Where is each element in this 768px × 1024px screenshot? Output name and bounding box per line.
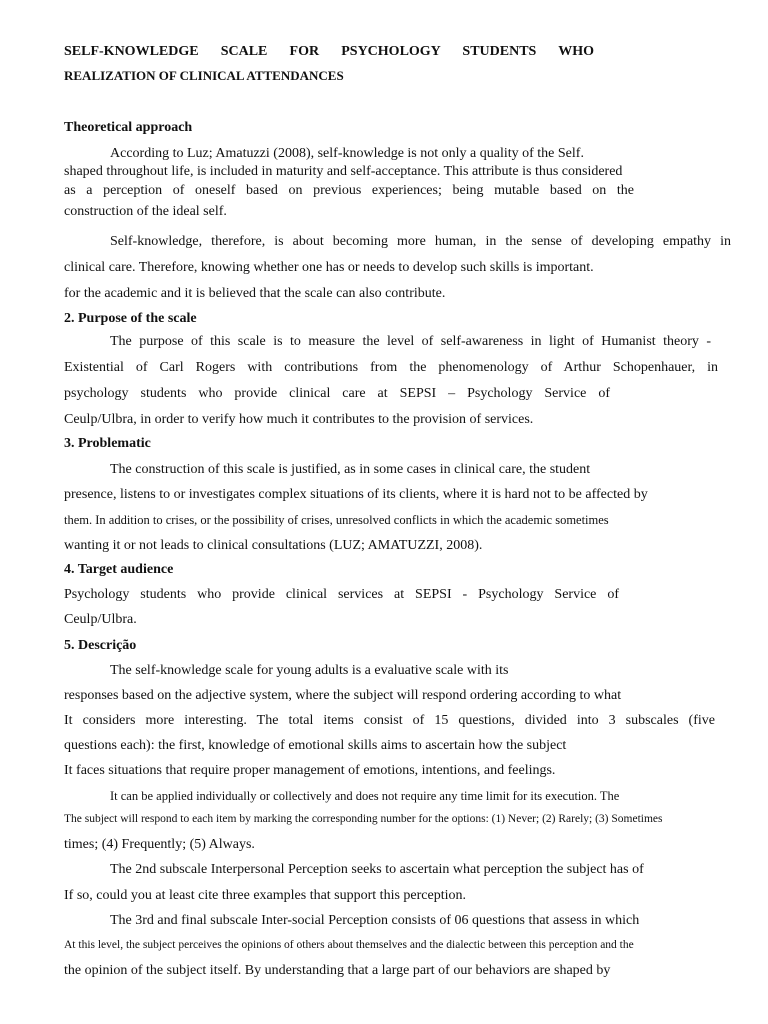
paragraph-line: responses based on the adjective system, where the subject will respond ordering according to what — [64, 688, 622, 703]
heading-target-audience: 4. Target audience — [64, 562, 174, 577]
paragraph-line: Psychology students who provide clinical services at SEPSI - Psychology Service of — [64, 587, 619, 602]
paragraph-line: The purpose of this scale is to measure the level of self-awareness in light of Humanist theory - — [110, 334, 711, 349]
paragraph-line: presence, listens to or investigates complex situations of its clients, where it is hard not to be affected by — [64, 487, 648, 502]
paragraph-line: The construction of this scale is justified, as in some cases in clinical care, the student — [110, 462, 591, 477]
paragraph-line: the opinion of the subject itself. By understanding that a large part of our behaviors are shaped by — [64, 963, 611, 978]
heading-purpose: 2. Purpose of the scale — [64, 311, 197, 326]
paragraph-line: psychology students who provide clinical care at SEPSI – Psychology Service of — [64, 386, 610, 401]
paragraph-line: It considers more interesting. The total items consist of 15 questions, divided into 3 subscales (five — [64, 713, 715, 728]
paragraph-line: It faces situations that require proper management of emotions, intentions, and feelings. — [64, 763, 556, 778]
paragraph-line: It can be applied individually or collectively and does not require any time limit for its execution. The — [110, 789, 620, 803]
paragraph-line: The subject will respond to each item by marking the corresponding number for the options: (1) Never; (2) Rarely; (3) Sometimes — [64, 813, 663, 825]
paragraph-line: According to Luz; Amatuzzi (2008), self-knowledge is not only a quality of the Self. — [110, 146, 584, 161]
paragraph-line: At this level, the subject perceives the opinions of others about themselves and the dialectic between this perception and the — [64, 939, 634, 951]
paragraph-line: Ceulp/Ulbra. — [64, 612, 137, 627]
paragraph-line: The 3rd and final subscale Inter-social Perception consists of 06 questions that assess in which — [110, 913, 640, 928]
paragraph-line: Ceulp/Ulbra, in order to verify how much it contributes to the provision of services. — [64, 412, 534, 427]
paragraph-line: shaped throughout life, is included in maturity and self-acceptance. This attribute is thus considered — [64, 164, 623, 179]
paragraph-line: for the academic and it is believed that the scale can also contribute. — [64, 286, 446, 301]
paragraph-line: wanting it or not leads to clinical consultations (LUZ; AMATUZZI, 2008). — [64, 538, 483, 553]
document-title-line-1: SELF-KNOWLEDGE SCALE FOR PSYCHOLOGY STUDENTS WHO — [64, 44, 594, 59]
paragraph-line: clinical care. Therefore, knowing whether one has or needs to develop such skills is important. — [64, 260, 594, 275]
heading-description: 5. Descrição — [64, 638, 137, 653]
paragraph-line: times; (4) Frequently; (5) Always. — [64, 837, 255, 852]
paragraph-line: The self-knowledge scale for young adults is a evaluative scale with its — [110, 663, 509, 678]
paragraph-line: them. In addition to crises, or the possibility of crises, unresolved conflicts in which the academic sometimes — [64, 513, 609, 527]
paragraph-line: construction of the ideal self. — [64, 204, 227, 219]
paragraph-line: Self-knowledge, therefore, is about becoming more human, in the sense of developing empathy in — [110, 234, 731, 249]
paragraph-line: Existential of Carl Rogers with contributions from the phenomenology of Arthur Schopenhauer, in — [64, 360, 718, 375]
paragraph-line: questions each): the first, knowledge of emotional skills aims to ascertain how the subject — [64, 738, 567, 753]
heading-theoretical-approach: Theoretical approach — [64, 120, 193, 135]
paragraph-line: as a perception of oneself based on previous experiences; being mutable based on the — [64, 183, 634, 198]
paragraph-line: If so, could you at least cite three examples that support this perception. — [64, 888, 466, 903]
heading-problematic: 3. Problematic — [64, 436, 151, 451]
document-title-line-2: REALIZATION OF CLINICAL ATTENDANCES — [64, 68, 344, 83]
paragraph-line: The 2nd subscale Interpersonal Perception seeks to ascertain what perception the subject has of — [110, 862, 644, 877]
